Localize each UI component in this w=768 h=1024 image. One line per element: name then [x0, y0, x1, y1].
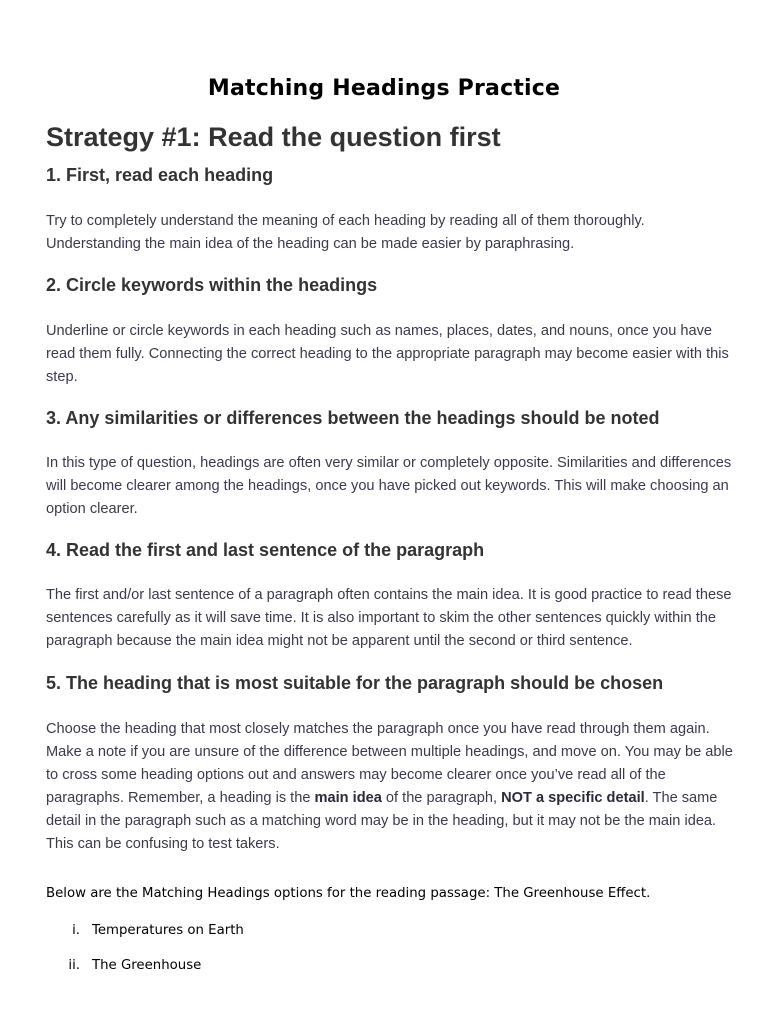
document-title: Matching Headings Practice: [207, 76, 561, 101]
option-label: Temperatures on Earth: [92, 923, 244, 938]
step-5-emphasis-not-detail: NOT a specific detail: [501, 790, 645, 806]
step-1-body: Try to completely understand the meaning of each heading by reading all of them thoroughly. Understanding the main idea of the heading can be made easier by paraphrasing.: [46, 213, 645, 252]
options-intro: Below are the Matching Headings options for the reading passage: The Greenhouse Effect.: [46, 886, 651, 901]
step-3-body: In this type of question, headings are often very similar or completely opposite. Similarities and differences will become clearer among the headings, once you have picked out keywords. This will make choosing an option clearer.: [46, 455, 732, 517]
step-5-body-text-3: . The same detail in the paragraph such as a matching word may be in the heading, but it may not be the main idea. This can be confusing to test takers.: [46, 790, 718, 852]
step-2-body: Underline or circle keywords in each heading such as names, places, dates, and nouns, once you have read them fully. Connecting the correct heading to the appropriate paragraph may become easier with this step.: [46, 323, 729, 385]
step-2-heading: 2. Circle keywords within the headings: [46, 275, 378, 295]
option-label: The Greenhouse: [92, 958, 202, 973]
step-4-heading: 4. Read the first and last sentence of the paragraph: [46, 540, 485, 560]
step-4-body: The first and/or last sentence of a paragraph often contains the main idea. It is good practice to read these sentences carefully as it will save time. It is also important to skim the other sentences quickly within the paragraph because the main idea might not be apparent until the second or third sentence.: [46, 587, 732, 649]
option-numeral: i.: [72, 923, 80, 938]
step-5-body-text-2: of the paragraph,: [381, 790, 502, 806]
step-3-heading: 3. Any similarities or differences between the headings should be noted: [46, 408, 660, 428]
step-5-heading: 5. The heading that is most suitable for the paragraph should be chosen: [46, 673, 664, 693]
strategy-heading: Strategy #1: Read the question first: [46, 122, 501, 152]
step-1-heading: 1. First, read each heading: [46, 165, 274, 185]
step-5-emphasis-main-idea: main idea: [314, 790, 382, 806]
option-numeral: ii.: [68, 958, 80, 973]
step-5-body-text-1: Choose the heading that most closely matches the paragraph once you have read through them again. Make a note if you are unsure of the difference between multiple headings, and move on. You may be able to cross some heading options out and answers may become clearer once you’ve read all of the paragraphs. Remember, a heading is the: [46, 721, 733, 806]
step-5-body: [46, 718, 736, 856]
